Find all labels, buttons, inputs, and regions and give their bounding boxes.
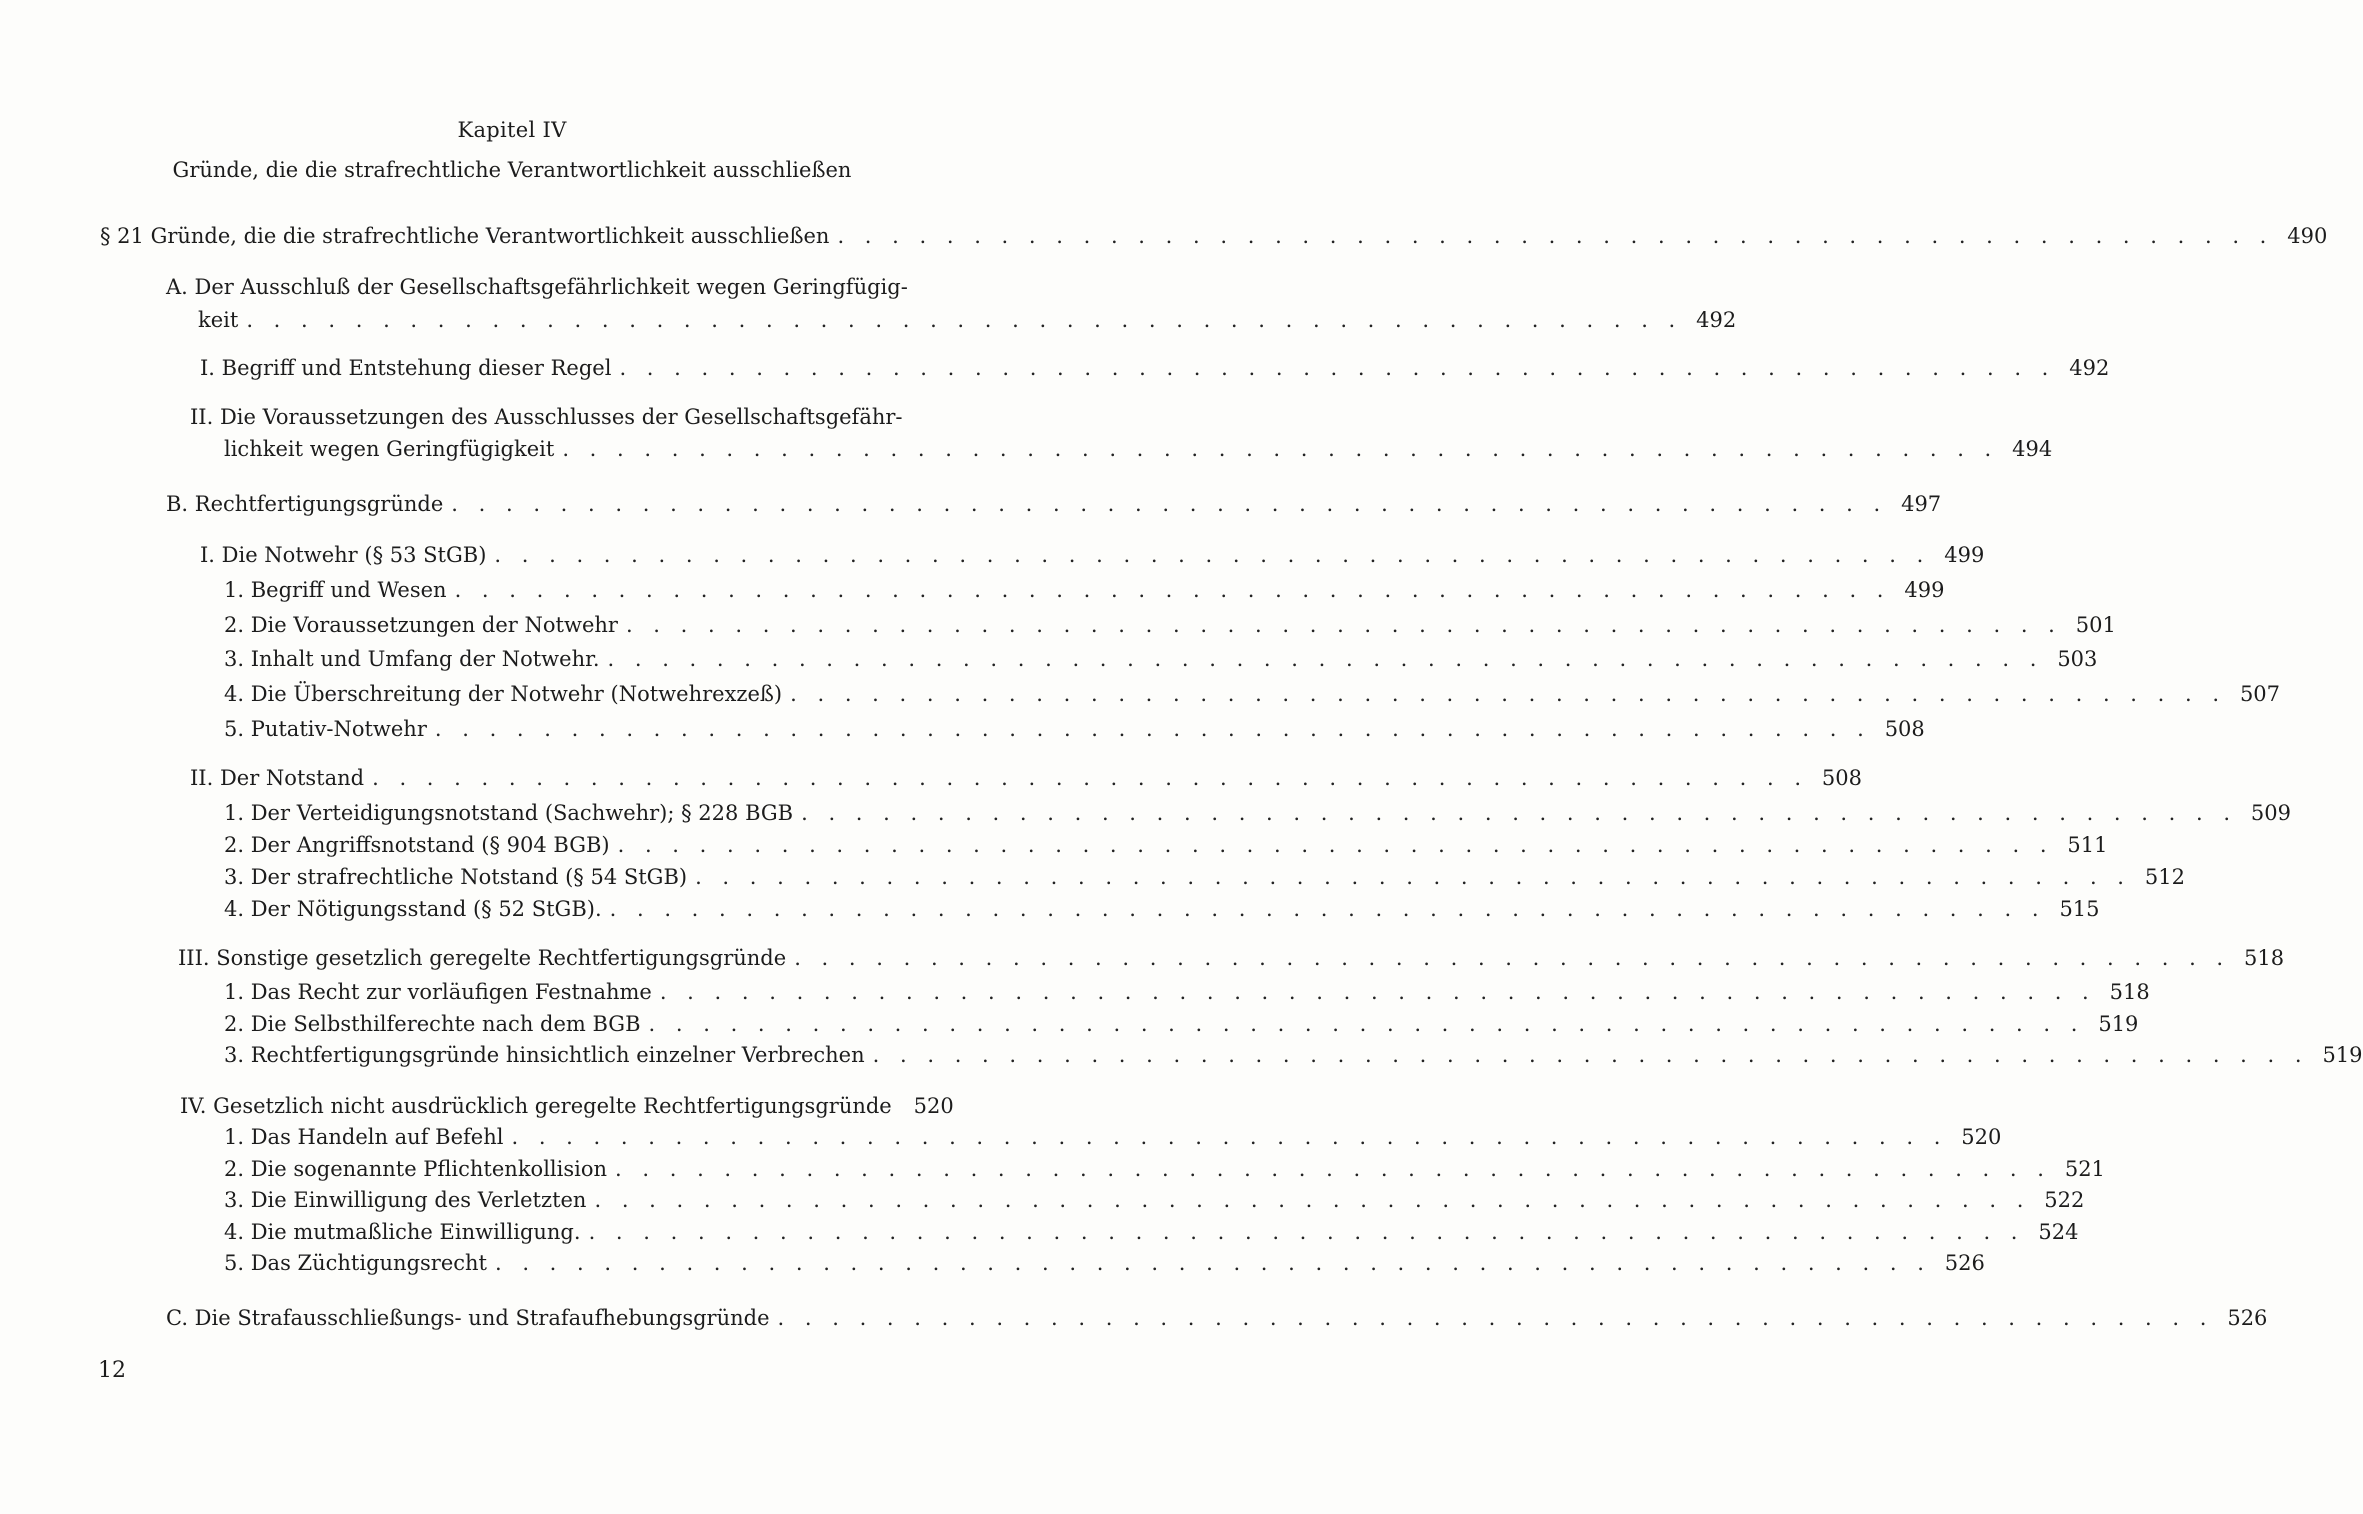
toc-entry-s21	[100, 222, 2328, 250]
toc-label: lichkeit wegen Geringfügigkeit	[224, 437, 555, 461]
toc-page: 507	[2239, 682, 2281, 706]
toc-label: 4. Die mutmaßliche Einwilligung.	[224, 1220, 581, 1244]
toc-entry-B-II	[190, 764, 1862, 792]
toc-entry-B-IV-4	[224, 1218, 2079, 1246]
toc-page: 511	[2067, 833, 2108, 857]
toc-label: 5. Das Züchtigungsrecht	[224, 1251, 487, 1275]
toc-label: 4. Der Nötigungsstand (§ 52 StGB).	[224, 897, 602, 921]
leader-dots: . . . . . . . . . . . . . . . . . . . . . . . . . . . . . . . . . . . . . . . . . . . . . . . . . . . . .	[607, 647, 2044, 671]
toc-label: IV. Gesetzlich nicht ausdrücklich geregelte Rechtfertigungsgründe	[180, 1094, 892, 1118]
leader-dots: . . . . . . . . . . . . . . . . . . . . . . . . . . . . . . . . . . . . . . . . . . . . . . . . . . . . .	[451, 492, 1888, 516]
leader-dots: . . . . . . . . . . . . . . . . . . . . . . . . . . . . . . . . . . . . . . . . . . . . . . . . . . . . .	[801, 801, 2237, 825]
toc-page: 508	[1884, 717, 1925, 741]
toc-page: 522	[2044, 1188, 2085, 1212]
leader-dots: . . . . . . . . . . . . . . . . . . . . . . . . . . . . . . . . . . . . . . . . . . . . . . . . . . . . .	[372, 766, 1808, 790]
toc-entry-B-III-2	[224, 1010, 2139, 1038]
toc-label: § 21 Gründe, die die strafrechtliche Verantwortlichkeit ausschließen	[100, 224, 830, 248]
toc-entry-C	[166, 1304, 2268, 1332]
toc-entry-B-III-3	[224, 1041, 2363, 1069]
toc-entry-B-I-4	[224, 680, 2281, 708]
toc-page: 519	[2098, 1012, 2139, 1036]
chapter-subtitle: Gründe, die die strafrechtliche Verantwortlichkeit ausschließen	[172, 158, 852, 182]
toc-entry-B-I-3	[224, 645, 2098, 673]
toc-page: 524	[2038, 1220, 2079, 1244]
toc-page: 520	[913, 1094, 954, 1118]
toc-page: 492	[1696, 308, 1737, 332]
toc-label: 2. Der Angriffsnotstand (§ 904 BGB)	[224, 833, 610, 857]
toc-page: 519	[2322, 1043, 2363, 1067]
toc-entry-B-IV-1	[224, 1123, 2002, 1151]
toc-entry-B-I	[200, 541, 1985, 569]
toc-label: I. Begriff und Entstehung dieser Regel	[200, 356, 612, 380]
toc-entry-B-I-1	[224, 576, 1945, 604]
leader-dots: . . . . . . . . . . . . . . . . . . . . . . . . . . . . . . . . . . . . . . . . . . . . . . . . . . . . .	[790, 682, 2227, 706]
toc-label: 5. Putativ-Notwehr	[224, 717, 427, 741]
leader-dots: . . . . . . . . . . . . . . . . . . . . . . . . . . . . . . . . . . . . . . . . . . . . . . . . . . . . .	[777, 1306, 2214, 1330]
leader-dots: . . . . . . . . . . . . . . . . . . . . . . . . . . . . . . . . . . . . . . . . . . . . . . . . . . . . .	[494, 543, 1931, 567]
toc-page: 492	[2069, 356, 2110, 380]
toc-page: 515	[2059, 897, 2100, 921]
toc-page: 508	[1821, 766, 1862, 790]
leader-dots: . . . . . . . . . . . . . . . . . . . . . . . . . . . . . . . . . . . . . . . . . . . . . . . . . . . . .	[434, 717, 1871, 741]
toc-page: 490	[2287, 224, 2328, 248]
leader-dots: . . . . . . . . . . . . . . . . . . . . . . . . . . . . . . . . . . . . . . . . . . . . . . . . . . . . .	[562, 437, 1999, 461]
toc-page: 526	[2227, 1306, 2268, 1330]
toc-entry-A	[198, 306, 1737, 334]
toc-page: 526	[1944, 1251, 1985, 1275]
toc-label: 2. Die Voraussetzungen der Notwehr	[224, 613, 618, 637]
toc-entry-A-line1: A. Der Ausschluß der Gesellschaftsgefährlichkeit wegen Geringfügig-	[166, 275, 908, 299]
leader-dots: . . . . . . . . . . . . . . . . . . . . . . . . . . . . . . . . . . . . . . . . . . . . . . . . . . . . .	[454, 578, 1891, 602]
toc-entry-B-IV-5	[224, 1249, 1985, 1277]
leader-dots: . . . . . . . . . . . . . . . . . . . . . . . . . . . . . . . . . . . . . . . . . . . . . . . . . . . . .	[625, 613, 2062, 637]
toc-page: 509	[2250, 801, 2291, 825]
toc-page: 501	[2075, 613, 2116, 637]
leader-dots: . . . . . . . . . . . . . . . . . . . . . . . . . . . . . . . . . . . . . . . . . . . . . . . . . . . . .	[511, 1125, 1948, 1149]
toc-label: 1. Das Handeln auf Befehl	[224, 1125, 504, 1149]
leader-dots: . . . . . . . . . . . . . . . . . . . . . . . . . . . . . . . . . . . . . . . . . . . . . . . . . . . . .	[594, 1188, 2031, 1212]
toc-entry-A-II	[224, 435, 2053, 463]
toc-entry-A-II-line1: II. Die Voraussetzungen des Ausschlusses der Gesellschaftsgefähr-	[190, 405, 903, 429]
toc-entry-B-I-2	[224, 611, 2116, 639]
leader-dots: . . . . . . . . . . . . . . . . . . . . . . . . . . . . . . . . . . . . . . . . . . . . . . . . . . . . .	[837, 224, 2274, 248]
toc-entry-B-IV	[180, 1092, 954, 1120]
toc-entry-A-I	[200, 354, 2110, 382]
toc-entry-B-IV-2	[224, 1155, 2105, 1183]
leader-dots: . . . . . . . . . . . . . . . . . . . . . . . . . . . . . . . . . . . . . . . . . . . . . . . . . . . . .	[872, 1043, 2309, 1067]
leader-dots: . . . . . . . . . . . . . . . . . . . . . . . . . . . . . . . . . . . . . . . . . . . . . . . . . . . . .	[609, 897, 2046, 921]
toc-label: 2. Die Selbsthilferechte nach dem BGB	[224, 1012, 641, 1036]
toc-page: 518	[2244, 946, 2285, 970]
toc-label: 1. Der Verteidigungsnotstand (Sachwehr); § 228 BGB	[224, 801, 794, 825]
toc-page: 503	[2057, 647, 2098, 671]
toc-entry-B-II-1	[224, 799, 2291, 827]
toc-entry-B-II-2	[224, 831, 2108, 859]
toc-page: 499	[1904, 578, 1945, 602]
leader-dots: . . . . . . . . . . . . . . . . . . . . . . . . . . . . . . . . . . . . . . . . . . . . . . . . . . . . .	[659, 980, 2096, 1004]
toc-label: 3. Inhalt und Umfang der Notwehr.	[224, 647, 600, 671]
toc-label: 4. Die Überschreitung der Notwehr (Notwehrexzeß)	[224, 682, 783, 706]
leader-dots: . . . . . . . . . . . . . . . . . . . . . . . . . . . . . . . . . . . . . . . . . . . . . . . . . . . . .	[246, 308, 1683, 332]
page-number: 12	[98, 1358, 126, 1383]
toc-entry-B-II-4	[224, 895, 2100, 923]
toc-label: 1. Begriff und Wesen	[224, 578, 447, 602]
toc-page: 499	[1944, 543, 1985, 567]
toc-page: 494	[2012, 437, 2053, 461]
leader-dots: . . . . . . . . . . . . . . . . . . . . . . . . . . . . . . . . . . . . . . . . . . . . . . . . . . . . .	[648, 1012, 2085, 1036]
toc-entry-B-III	[178, 944, 2285, 972]
leader-dots: . . . . . . . . . . . . . . . . . . . . . . . . . . . . . . . . . . . . . . . . . . . . . . . . . . . . .	[588, 1220, 2025, 1244]
toc-entry-B-I-5	[224, 715, 1925, 743]
toc-page: 518	[2109, 980, 2150, 1004]
toc-page: 520	[1961, 1125, 2002, 1149]
toc-label: keit	[198, 308, 239, 332]
toc-label: B. Rechtfertigungsgründe	[166, 492, 444, 516]
toc-entry-B-III-1	[224, 978, 2150, 1006]
leader-dots: . . . . . . . . . . . . . . . . . . . . . . . . . . . . . . . . . . . . . . . . . . . . . . . . . . . . .	[695, 865, 2131, 889]
toc-page: 497	[1901, 492, 1942, 516]
chapter-title: Kapitel IV	[457, 118, 567, 142]
toc-label: II. Der Notstand	[190, 766, 365, 790]
toc-page: 521	[2064, 1157, 2105, 1181]
leader-dots: . . . . . . . . . . . . . . . . . . . . . . . . . . . . . . . . . . . . . . . . . . . . . . . . . . . . .	[494, 1251, 1931, 1275]
leader-dots: . . . . . . . . . . . . . . . . . . . . . . . . . . . . . . . . . . . . . . . . . . . . . . . . . . . . .	[615, 1157, 2051, 1181]
toc-entry-B	[166, 490, 1942, 518]
toc-label: 3. Rechtfertigungsgründe hinsichtlich einzelner Verbrechen	[224, 1043, 865, 1067]
toc-label: III. Sonstige gesetzlich geregelte Rechtfertigungsgründe	[178, 946, 787, 970]
toc-label: 1. Das Recht zur vorläufigen Festnahme	[224, 980, 652, 1004]
leader-dots: . . . . . . . . . . . . . . . . . . . . . . . . . . . . . . . . . . . . . . . . . . . . . . . . . . . . .	[794, 946, 2231, 970]
toc-label: 3. Der strafrechtliche Notstand (§ 54 StGB)	[224, 865, 688, 889]
toc-label: 3. Die Einwilligung des Verletzten	[224, 1188, 587, 1212]
toc-label: C. Die Strafausschließungs- und Strafaufhebungsgründe	[166, 1306, 770, 1330]
toc-entry-B-II-3	[224, 863, 2185, 891]
toc-label: 2. Die sogenannte Pflichtenkollision	[224, 1157, 608, 1181]
leader-dots: . . . . . . . . . . . . . . . . . . . . . . . . . . . . . . . . . . . . . . . . . . . . . . . . . . . . .	[619, 356, 2056, 380]
leader-dots: . . . . . . . . . . . . . . . . . . . . . . . . . . . . . . . . . . . . . . . . . . . . . . . . . . . . .	[617, 833, 2054, 857]
toc-entry-B-IV-3	[224, 1186, 2085, 1214]
toc-page: 512	[2144, 865, 2185, 889]
toc-label: I. Die Notwehr (§ 53 StGB)	[200, 543, 487, 567]
